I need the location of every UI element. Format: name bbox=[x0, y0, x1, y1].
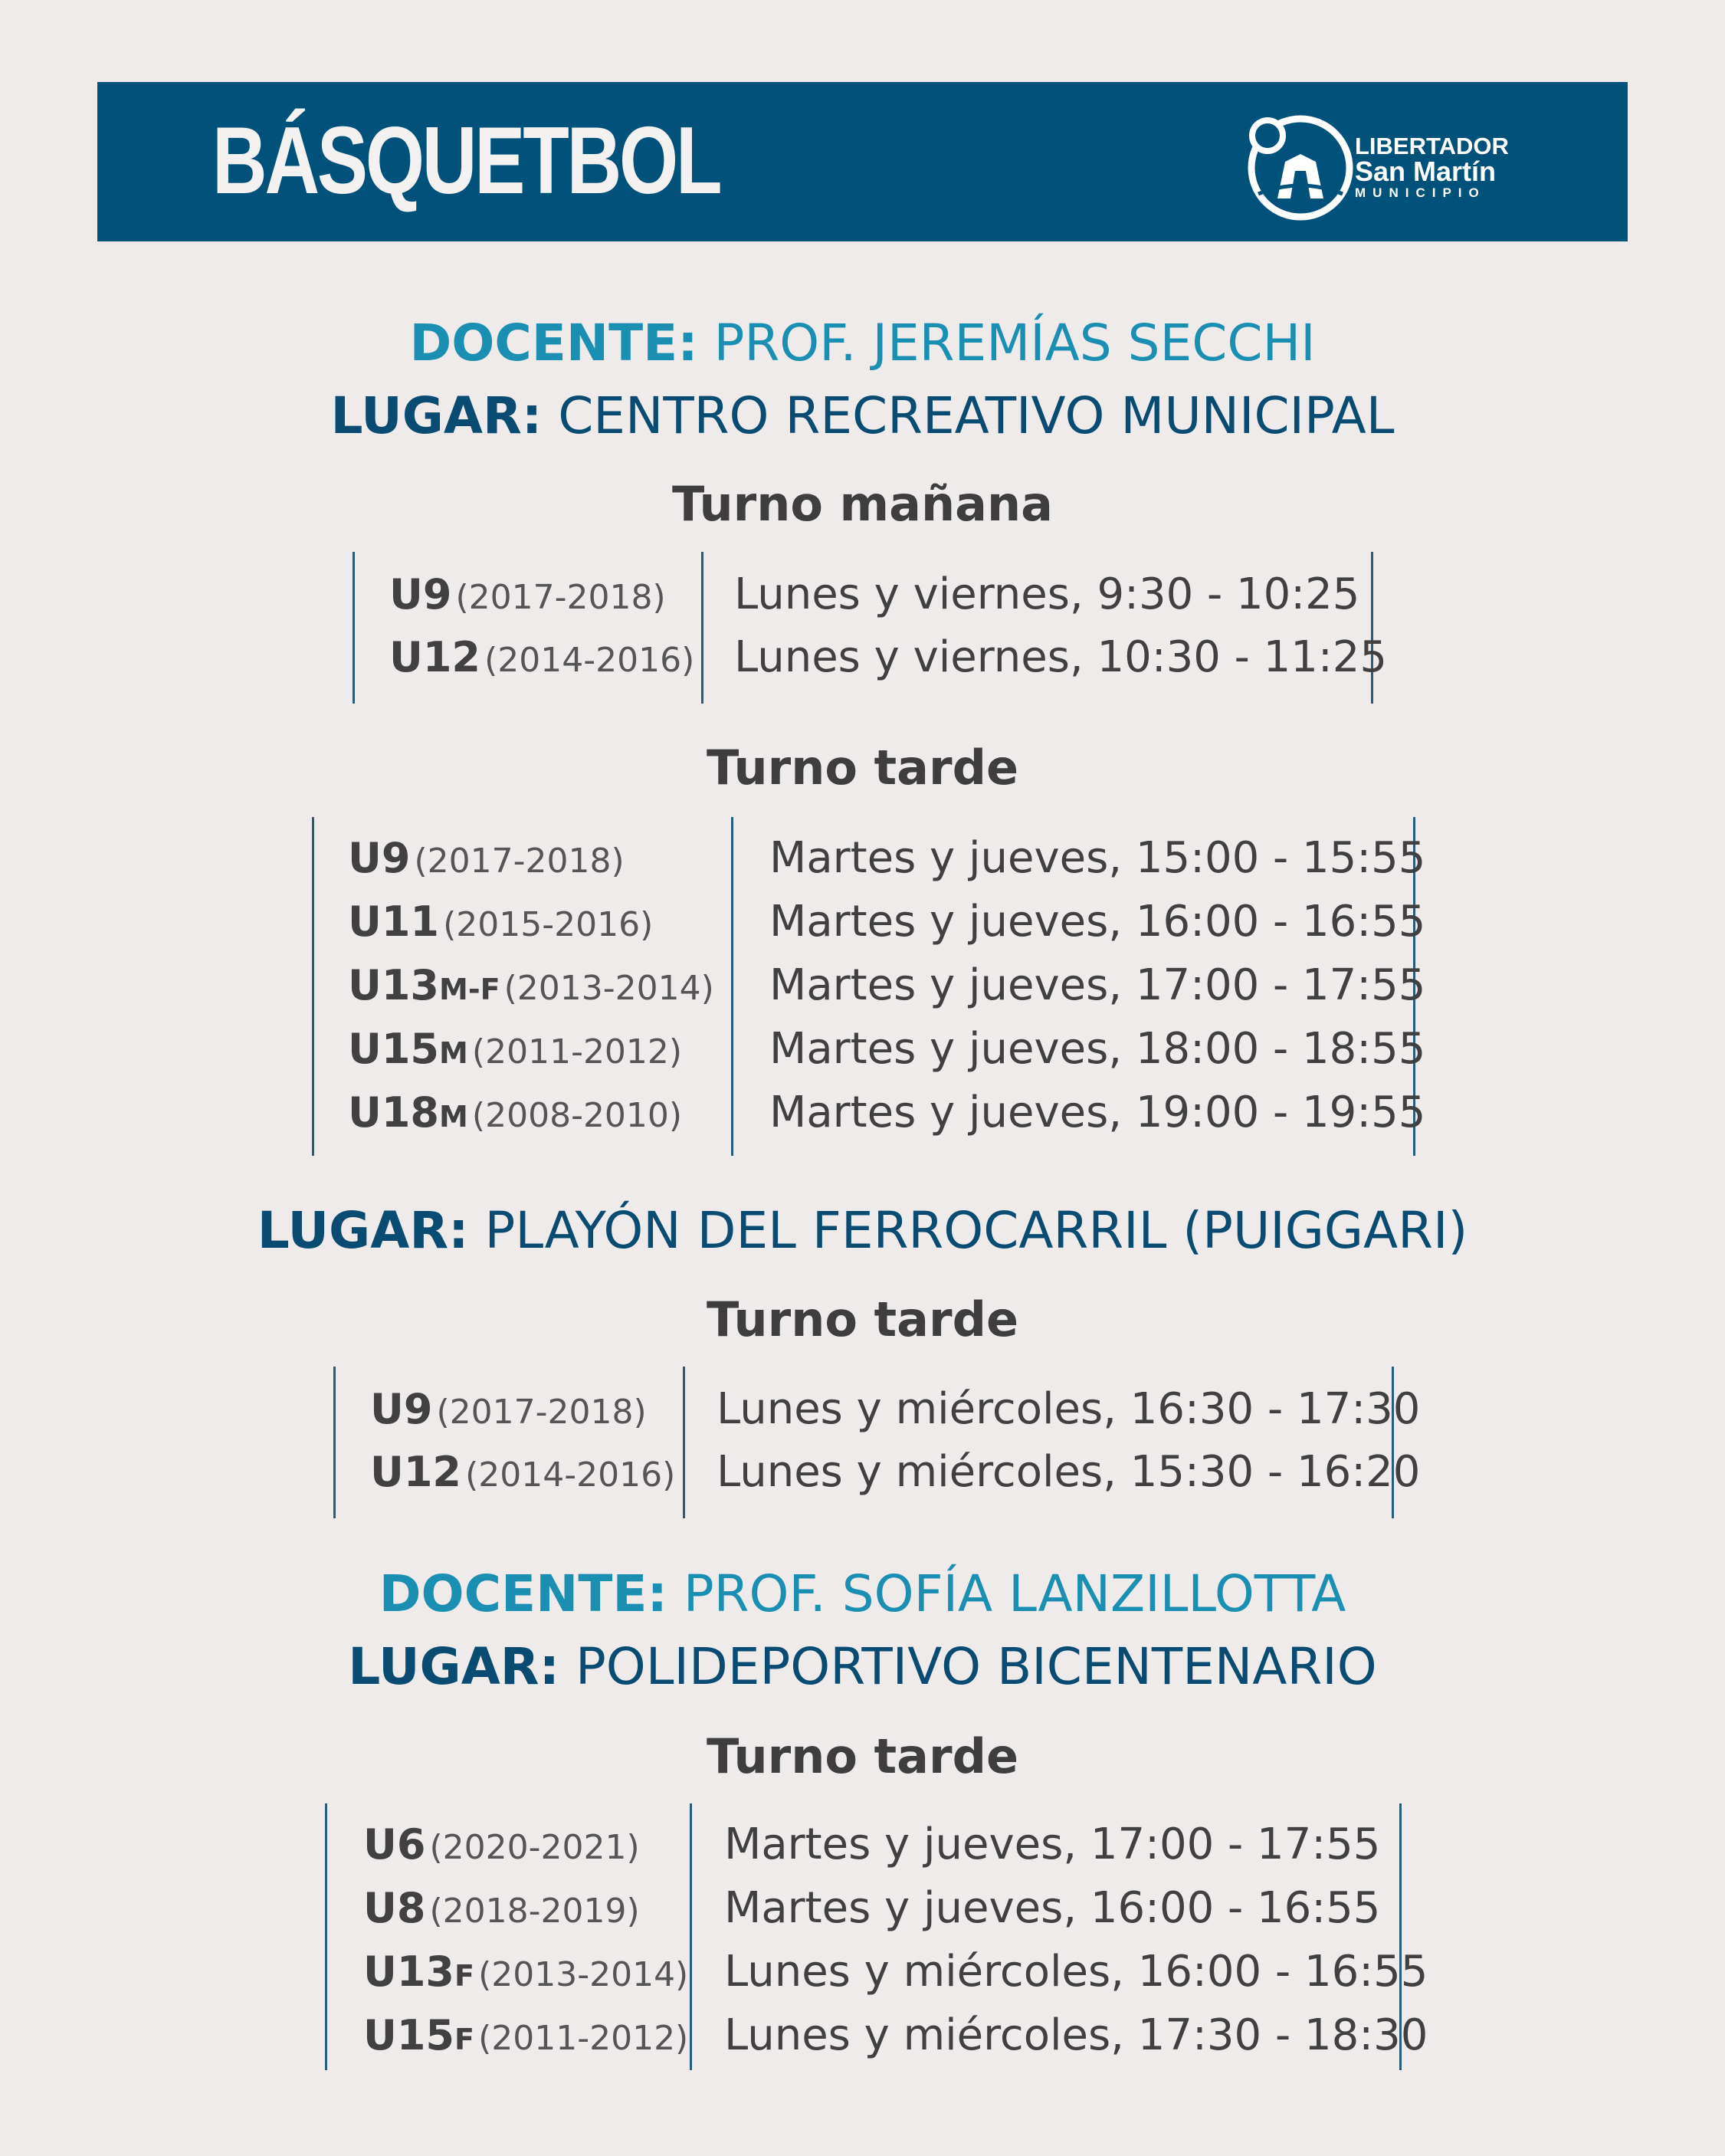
table-row bbox=[348, 1019, 682, 1080]
docente-value: PROF. SOFÍA LANZILLOTTA bbox=[683, 1564, 1346, 1623]
schedule-time: Lunes y viernes, 10:30 - 11:25 bbox=[734, 632, 1388, 682]
category-label: U15 bbox=[363, 2011, 454, 2059]
lugar-line-1 bbox=[0, 386, 1725, 447]
year-range: (2013-2014) bbox=[503, 969, 714, 1008]
table-divider bbox=[731, 817, 733, 1156]
lugar-label: LUGAR: bbox=[330, 386, 543, 445]
header-banner bbox=[97, 82, 1628, 241]
table-divider bbox=[690, 1803, 692, 2070]
docente-line-1 bbox=[0, 313, 1725, 374]
category-label: U18 bbox=[348, 1088, 439, 1137]
category-sub: F bbox=[454, 1959, 474, 1993]
lugar-value: PLAYÓN DEL FERROCARRIL (PUIGGARI) bbox=[484, 1201, 1468, 1260]
table-row bbox=[389, 564, 666, 625]
table-row bbox=[389, 627, 694, 688]
category-label: U13 bbox=[363, 1948, 454, 1996]
schedule-time: Martes y jueves, 18:00 - 18:55 bbox=[769, 1024, 1426, 1074]
table-row bbox=[348, 955, 714, 1016]
logo-line-san-martin: San Martín bbox=[1355, 156, 1497, 187]
year-range: (2015-2016) bbox=[443, 905, 654, 944]
schedule-time: Lunes y viernes, 9:30 - 10:25 bbox=[734, 569, 1360, 619]
category-label: U13 bbox=[348, 961, 439, 1009]
category-label: U12 bbox=[370, 1448, 461, 1496]
category-label: U8 bbox=[363, 1884, 426, 1932]
schedule-time: Lunes y miércoles, 16:30 - 17:30 bbox=[717, 1384, 1421, 1434]
category-label: U9 bbox=[348, 834, 411, 882]
turno-tarde-heading: Turno tarde bbox=[707, 1728, 1018, 1784]
year-range: (2014-2016) bbox=[465, 1455, 676, 1495]
category-label: U12 bbox=[389, 633, 480, 681]
year-range: (2017-2018) bbox=[455, 578, 666, 617]
year-range: (2011-2012) bbox=[471, 1032, 683, 1071]
table-row bbox=[370, 1379, 647, 1440]
lugar-label: LUGAR: bbox=[348, 1637, 560, 1696]
schedule-time: Martes y jueves, 17:00 - 17:55 bbox=[724, 1820, 1381, 1869]
turno-tarde-heading: Turno tarde bbox=[707, 740, 1018, 796]
table-row bbox=[363, 1941, 688, 2003]
lugar-line-2 bbox=[0, 1200, 1725, 1262]
table-row bbox=[348, 828, 625, 889]
docente-value: PROF. JEREMÍAS SECCHI bbox=[713, 313, 1316, 372]
table-divider bbox=[701, 552, 703, 704]
year-range: (2018-2019) bbox=[429, 1892, 640, 1931]
docente-label: DOCENTE: bbox=[379, 1564, 667, 1623]
schedule-table-4 bbox=[325, 1803, 1428, 2070]
category-label: U15 bbox=[348, 1025, 439, 1073]
schedule-time: Martes y jueves, 17:00 - 17:55 bbox=[769, 960, 1426, 1010]
schedule-table-3 bbox=[333, 1367, 1421, 1518]
year-range: (2020-2021) bbox=[429, 1828, 640, 1867]
table-row bbox=[348, 1082, 682, 1144]
table-row bbox=[363, 1878, 640, 1939]
table-divider bbox=[312, 817, 314, 1156]
category-sub: M bbox=[439, 1100, 468, 1134]
logo-line-municipio: MUNICIPIO bbox=[1355, 185, 1486, 200]
category-sub: M-F bbox=[439, 973, 500, 1006]
year-range: (2014-2016) bbox=[484, 641, 695, 680]
schedule-time: Lunes y miércoles, 17:30 - 18:30 bbox=[724, 2010, 1428, 2060]
docente-label: DOCENTE: bbox=[409, 313, 698, 372]
municipio-logo bbox=[1243, 108, 1565, 223]
lugar-label: LUGAR: bbox=[257, 1201, 469, 1260]
table-row bbox=[363, 2005, 688, 2066]
table-divider bbox=[353, 552, 355, 704]
lugar-value: CENTRO RECREATIVO MUNICIPAL bbox=[558, 386, 1395, 445]
docente-line-2 bbox=[0, 1564, 1725, 1625]
schedule-time: Martes y jueves, 15:00 - 15:55 bbox=[769, 833, 1426, 883]
schedule-time: Lunes y miércoles, 15:30 - 16:20 bbox=[717, 1447, 1421, 1497]
year-range: (2008-2010) bbox=[471, 1096, 683, 1135]
lugar-value: POLIDEPORTIVO BICENTENARIO bbox=[576, 1637, 1377, 1696]
year-range: (2011-2012) bbox=[478, 2019, 689, 2058]
table-row bbox=[363, 1814, 640, 1875]
schedule-time: Martes y jueves, 16:00 - 16:55 bbox=[769, 897, 1426, 947]
logo-emblem-icon bbox=[1243, 108, 1358, 223]
table-divider bbox=[333, 1367, 336, 1518]
year-range: (2017-2018) bbox=[436, 1393, 647, 1432]
schedule-table-2 bbox=[312, 817, 1426, 1156]
table-row bbox=[348, 891, 653, 953]
year-range: (2013-2014) bbox=[478, 1955, 689, 1994]
category-sub: M bbox=[439, 1036, 468, 1070]
turno-tarde-heading: Turno tarde bbox=[707, 1291, 1018, 1347]
year-range: (2017-2018) bbox=[414, 842, 625, 881]
table-divider bbox=[683, 1367, 685, 1518]
logo-line-libertador: LIBERTADOR bbox=[1355, 133, 1509, 159]
category-label: U6 bbox=[363, 1820, 426, 1869]
schedule-time: Martes y jueves, 19:00 - 19:55 bbox=[769, 1088, 1426, 1137]
turno-manana-heading: Turno mañana bbox=[672, 476, 1053, 532]
schedule-time: Lunes y miércoles, 16:00 - 16:55 bbox=[724, 1947, 1428, 1997]
category-label: U9 bbox=[389, 570, 452, 619]
lugar-line-3 bbox=[0, 1636, 1725, 1698]
category-label: U9 bbox=[370, 1385, 433, 1433]
table-divider bbox=[325, 1803, 327, 2070]
category-sub: F bbox=[454, 2023, 474, 2056]
page-title: BÁSQUETBOL bbox=[212, 108, 720, 214]
category-label: U11 bbox=[348, 898, 439, 946]
table-row bbox=[370, 1442, 675, 1503]
schedule-time: Martes y jueves, 16:00 - 16:55 bbox=[724, 1883, 1381, 1933]
schedule-table-1 bbox=[353, 552, 1388, 704]
